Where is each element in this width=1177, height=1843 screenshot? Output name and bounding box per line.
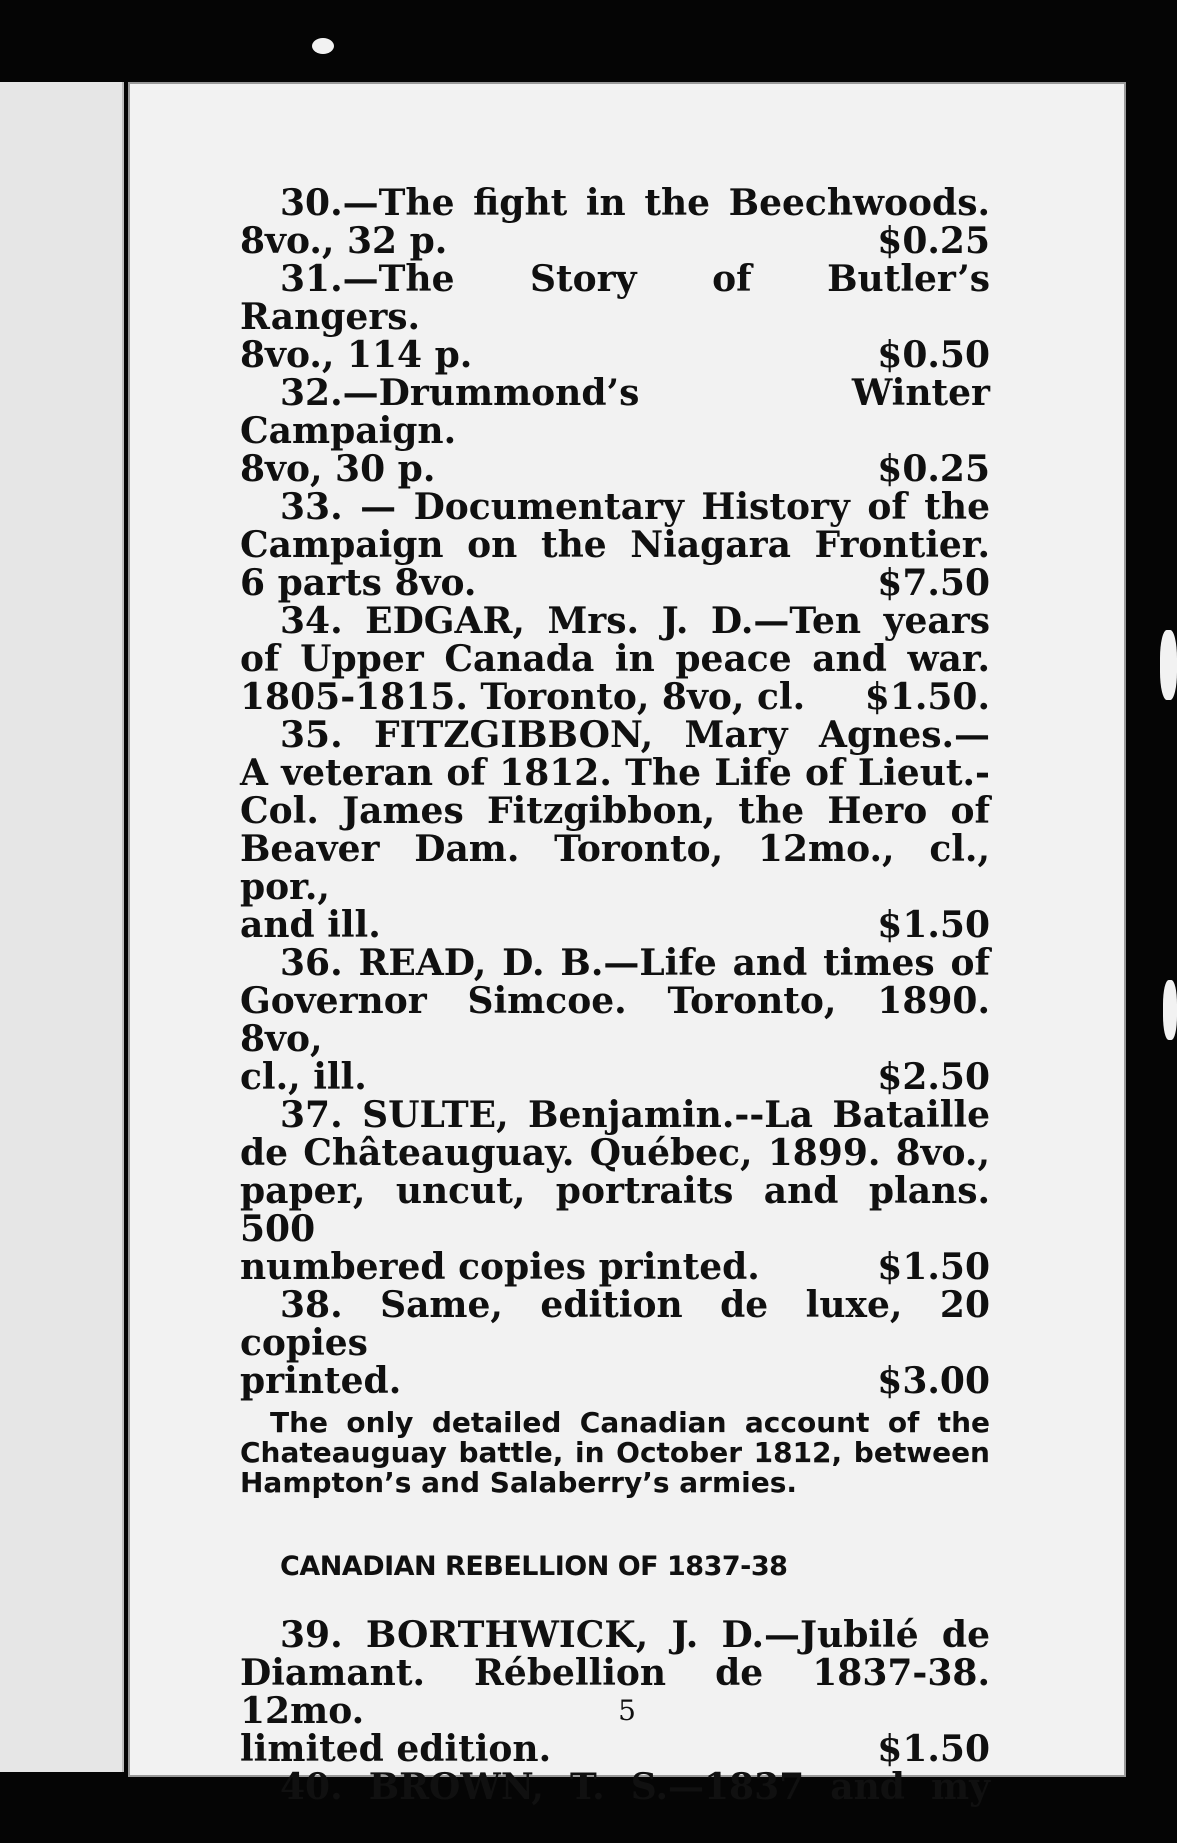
scan-speck xyxy=(312,38,334,54)
entry-line: of Upper Canada in peace and war. xyxy=(240,638,990,680)
catalog-entry-40 xyxy=(240,1768,990,1806)
entry-line: and ill. xyxy=(240,904,381,946)
entry-line: Campaign on the Niagara Frontier. xyxy=(240,524,990,566)
catalog-entry-33 xyxy=(240,488,990,602)
catalog-entry-32 xyxy=(240,374,990,488)
entry-line: de Châteauguay. Québec, 1899. 8vo., xyxy=(240,1132,990,1174)
entry-line: Diamant. Rébellion de 1837-38. 12mo. xyxy=(240,1652,990,1732)
entry-line: 8vo, 30 p. xyxy=(240,448,436,490)
book-page xyxy=(128,82,1126,1808)
entry-line: 30.—The fight in the Beechwoods. xyxy=(280,182,990,224)
entry-line: Beaver Dam. Toronto, 12mo., cl., por., xyxy=(240,828,990,908)
entry-line: Governor Simcoe. Toronto, 1890. 8vo, xyxy=(240,980,990,1060)
entry-price: $0.50 xyxy=(877,334,990,376)
entry-line: 35. FITZGIBBON, Mary Agnes.— xyxy=(280,714,990,756)
entry-price: $7.50 xyxy=(877,562,990,604)
facing-page-edge xyxy=(0,82,124,1772)
entry-line: 37. SULTE, Benjamin.--La Bataille xyxy=(280,1094,990,1136)
entry-price: $3.00 xyxy=(877,1360,990,1402)
entry-line: 38. Same, edition de luxe, 20 copies xyxy=(240,1284,990,1364)
entry-line: A veteran of 1812. The Life of Lieut.- xyxy=(240,752,990,794)
catalog-entry-39 xyxy=(240,1616,990,1768)
entry-line: printed. xyxy=(240,1360,402,1402)
entry-line: 1805-1815. Toronto, 8vo, cl. xyxy=(240,676,806,718)
entry-price: $0.25 xyxy=(877,220,990,262)
entry-line: 32.—Drummond’s Winter Campaign. xyxy=(240,372,990,452)
catalog-entry-31 xyxy=(240,260,990,374)
entry-price: $2.50 xyxy=(877,1056,990,1098)
entry-price: $1.50 xyxy=(877,1246,990,1288)
scan-speck xyxy=(1163,980,1177,1040)
scan-speck xyxy=(1160,630,1177,700)
footnote: The only detailed Canadian account of the Chateauguay battle, in October 1812, between Hampton’s and Salaberry’s armies. xyxy=(240,1406,990,1499)
catalog-entry-37 xyxy=(240,1096,990,1286)
entry-line: paper, uncut, portraits and plans. 500 xyxy=(240,1170,990,1250)
entry-line: 36. READ, D. B.—Life and times of xyxy=(280,942,990,984)
catalog-entry-38 xyxy=(240,1286,990,1400)
entry-price: $1.50. xyxy=(864,676,990,718)
entry-line: 39. BORTHWICK, J. D.—Jubilé de xyxy=(280,1614,990,1656)
catalog-entry-35 xyxy=(240,716,990,944)
entry-price: $0.25 xyxy=(877,448,990,490)
entry-price: $1.50 xyxy=(877,1728,990,1770)
entry-line: 31.—The Story of Butler’s Rangers. xyxy=(240,258,990,338)
entry-line: Col. James Fitzgibbon, the Hero of xyxy=(240,790,990,832)
entry-line: 8vo., 114 p. xyxy=(240,334,473,376)
catalog-entry-30 xyxy=(240,184,990,260)
entry-line: limited edition. xyxy=(240,1728,552,1770)
entry-line: 8vo., 32 p. xyxy=(240,220,448,262)
catalog-text xyxy=(240,184,990,1806)
entry-line: 40. BROWN, T. S.—1837 and my xyxy=(280,1766,990,1808)
page-number: 5 xyxy=(618,1694,636,1727)
entry-line: 6 parts 8vo. xyxy=(240,562,477,604)
section-heading: CANADIAN REBELLION OF 1837-38 xyxy=(280,1551,788,1582)
entry-line: cl., ill. xyxy=(240,1056,367,1098)
entry-line: 34. EDGAR, Mrs. J. D.—Ten years xyxy=(280,600,990,642)
catalog-entry-36 xyxy=(240,944,990,1096)
entry-line: numbered copies printed. xyxy=(240,1246,760,1288)
entry-price: $1.50 xyxy=(877,904,990,946)
entry-line: 33. — Documentary History of the xyxy=(280,486,990,528)
catalog-entry-34 xyxy=(240,602,990,716)
